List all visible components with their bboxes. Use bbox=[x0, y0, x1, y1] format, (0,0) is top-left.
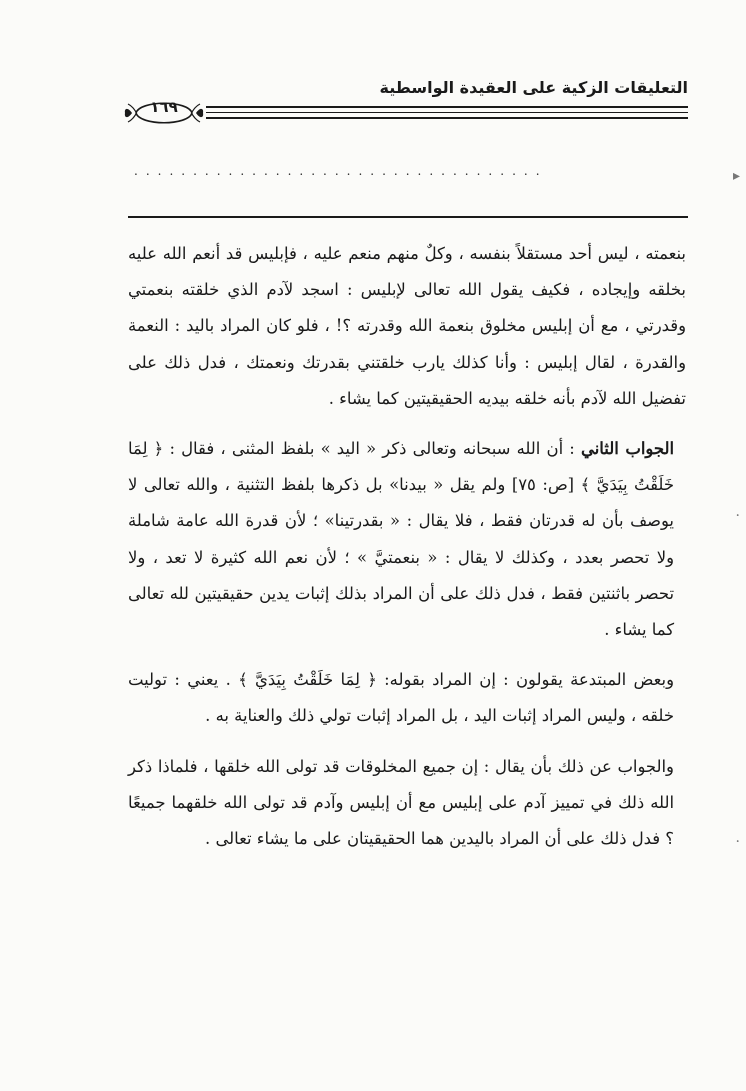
dot-leader: ................................... bbox=[134, 164, 548, 178]
paragraph bbox=[128, 749, 686, 858]
text-line: خلقهما جميعًا ؟ فدل ذلك على أن المراد باليدين هما الحقيقيتان على ما يشاء bbox=[128, 792, 674, 849]
text-line: تعالى . bbox=[205, 829, 252, 849]
header-rule-bottom bbox=[206, 117, 688, 119]
text-line: يعني : توليت خلقه ، وليس المراد إثبات اليد ، بل المراد إثبات تولي ذلك bbox=[128, 670, 674, 726]
page-header bbox=[0, 0, 746, 140]
text-line: خلقته بنعمتي وقدرتي ، مع أن إبليس مخلوق بنعمة الله وقدرته ؟! ، فلو كان bbox=[128, 280, 687, 336]
text-line: والله تعالى لا يوصف بأن له قدرتان فقط ، فلا يقال : « بقدرتينا» ؛ لأن قدرة bbox=[128, 475, 674, 531]
header-rule-top bbox=[206, 106, 688, 108]
text-line: الله عامة شاملة ولا تحصر بعدد ، وكذلك لا يقال : « بنعمتيَّ » ؛ لأن نعم الله bbox=[128, 511, 675, 567]
header-rule-middle bbox=[206, 112, 688, 113]
section-divider bbox=[128, 216, 688, 218]
margin-mark: · bbox=[735, 834, 740, 850]
text-line: والعناية به . bbox=[205, 706, 283, 726]
text-line: ونعمتك ، فدل ذلك على تفضيل الله لآدم بأنه خلقه بيديه الحقيقيتين كما bbox=[128, 352, 686, 408]
margin-mark: · bbox=[735, 508, 740, 524]
text-line: يشاء . bbox=[328, 388, 372, 408]
text-line: وبعض المبتدعة يقولون : إن المراد بقوله: ﴿ لِمَا خَلَقْتُ بِيَدَيَّ ﴾ . bbox=[225, 670, 674, 690]
paragraph bbox=[128, 431, 686, 648]
paragraph bbox=[128, 662, 686, 734]
running-title: التعليقات الزكية على العقيدة الواسطية bbox=[379, 78, 688, 97]
answer-heading: الجواب الثاني bbox=[581, 439, 674, 459]
body-text bbox=[128, 236, 686, 857]
text-line: بنعمته ، ليس أحد مستقلاً بنفسه ، وكلٌ منهم منعم عليه ، فإبليس قد أنعم الله bbox=[162, 244, 686, 263]
text-line: والجواب عن ذلك بأن يقال : إن جميع المخلوقات قد تولى الله خلقها ، bbox=[203, 756, 674, 776]
text-line: يدين حقيقيتين لله تعالى كما يشاء . bbox=[128, 583, 674, 640]
paragraph bbox=[128, 236, 686, 417]
text-line: فلماذا ذكر الله ذلك في تمييز آدم على إبليس مع أن إبليس وآدم قد تولى الله bbox=[128, 756, 674, 812]
text-line: ﴿ لِمَا خَلَقْتُ بِيَدَيَّ ﴾ [ص: ٧٥] ولم يقل « بيدنا» بل ذكرها بلفظ التثنية ، bbox=[128, 439, 674, 495]
page-number: ١٦٩ bbox=[150, 98, 178, 116]
text-line: عليه بخلقه وإيجاده ، فكيف يقول الله تعالى لإبليس : اسجد لآدم الذي bbox=[128, 244, 686, 300]
text-line: : أن الله سبحانه وتعالى ذكر « اليد » بلفظ المثنى ، فقال : bbox=[169, 439, 575, 459]
margin-mark: ▸ bbox=[732, 168, 740, 184]
text-line: كثيرة لا تعد ، ولا تحصر باثنتين فقط ، فدل ذلك على أن المراد بذلك إثبات bbox=[128, 547, 675, 603]
text-line: المراد باليد : النعمة والقدرة ، لقال إبليس : وأنا كذلك يارب خلقتني بقدرتك bbox=[128, 316, 686, 372]
